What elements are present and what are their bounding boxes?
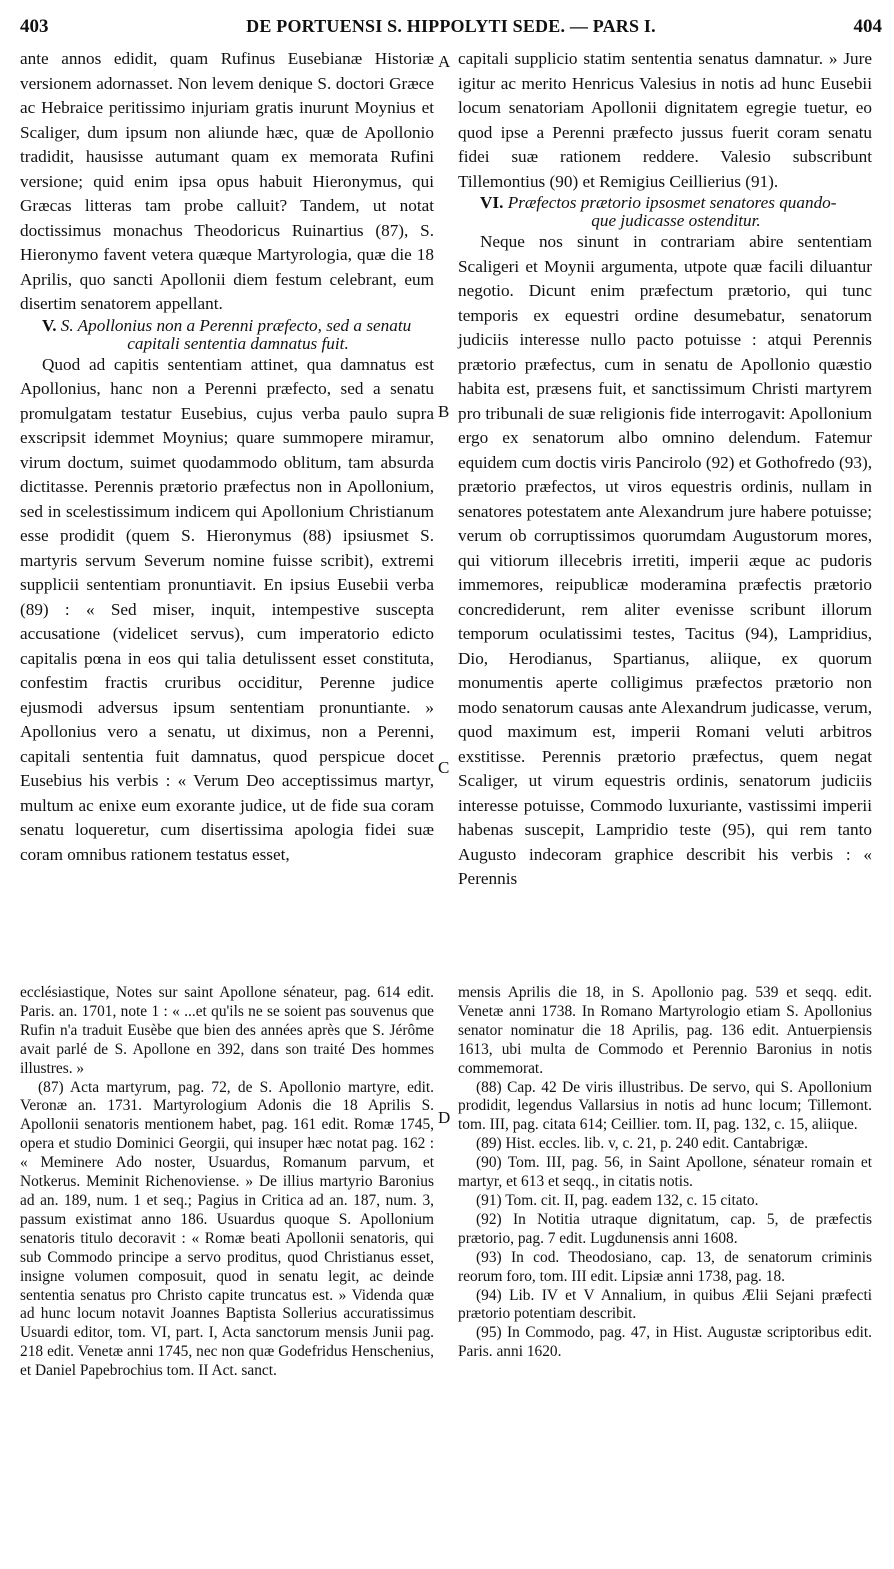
footnote-90: (90) Tom. III, pag. 56, in Saint Apollone, sénateur romain et martyr, et 613 et seqq., in citatis notis. [458,1154,872,1191]
paragraph: Quod ad capitis sententiam attinet, qua damnatus est Apollonius, hanc non a Perenni præfecto, sed a senatu promulgatam testatur Eusebius, cujus verba paulo supra exscripsit idemmet Moynius; quare summopere miramur, virum doctum, suimet quodammodo oblitum, tam absurda dictitasse. Perennis prætorio præfectus non in Apollonium, sed in scelestissimum indicem qui Apollonium Christianum esse prodidit (quem S. Hieronymus (88) ipsiusmet S. martyris servum Severum nomine fuisse scribit), extremi supplicii sententiam pronuntiavit. En ipsius Eusebii verba (89) : « Sed miser, inquit, intempestive suscepta accusatione (videlicet servus), cum imperatorio edicto capitalis pœna in eos qui talia detulissent esset constituta, confestim fractis cruribus occiditur, Perenne judice ejusmodi adversus ipsum sententiam pronuntiante. » Apollonius vero a senatu, ut diximus, non a Perenni, capitali sententia fuit damnatus, quod perspicue docet Eusebius his verbis : « Verum Deo acceptissimus martyr, multum ac enixe eum exorante judice, ut de fide sua coram senatu loqueretur, cum disertissima apologia fidei suæ coram omnibus rationem testatus esset, [20,354,434,864]
margin-marker-c: C [438,758,450,777]
margin-marker-d: D [438,1108,451,1127]
section-heading-v [20,317,434,353]
footnote-continuation: ecclésiastique, Notes sur saint Apollone sénateur, pag. 614 edit. Paris. an. 1701, note 1 : « ...et qu'ils ne se soient pas souvenus que Rufin n'a traduit Eusèbe que bien des années après que S. Jérôme avait parlé de S. Apollone en 392, dans son traité Des hommes illustres. » [20,984,434,1077]
paragraph: capitali supplicio statim sententia senatus damnatur. » Jure igitur ac merito Henricus Valesius in notis ad hunc Eusebii locum senatoriam Apollonii dignitatem egregie tuetur, eo quod ipse a Perenni præfecto jussus fuerit coram senatu fidei suæ rationem reddere. Valesio subscribunt Tillemontius (90) et Remigius Ceillierius (91). [458,49,872,191]
paragraph: ante annos edidit, quam Rufinus Eusebianæ Historiæ versionem adornasset. Non levem denique S. doctori Græce ac Hebraice peritissimo injuriam gratis inurunt Moynius et Scaliger, dum ipsum non aliunde hæc, quæ de Apollonio tradidit, hausisse autumant quam ex memorata Rufini versione; quid enim ipsa opus habuit Hieronymus, qui Græcas litteras tam probe calluit? Tandem, ut notat doctissimus monachus Theodoricus Ruinartius (87), S. Hieronymo favent vetera quæque Martyrologia, quæ die 18 Aprilis, quo sancti Apollonii diem festum celebrant, eum disertim senatorem appellant. [20,49,434,313]
section-title-line-2: que judicasse ostenditur. [591,211,761,230]
paragraph: Neque nos sinunt in contrariam abire sententiam Scaligeri et Moynii argumenta, utpote quæ facili diluantur negotio. Dicunt enim præfectum prætorio, qui tunc temporis ex equestri ordine desumebatur, senatorum judiciis interesse nullo pacto potuisse : atqui Perennis prætorio præfectus, cum in senatu de Apollonio quæstio habita est, præsens fuit, et sanctissimum Christi martyrem pro tribunali de suæ religionis fide interrogavit: Apollonium ergo ex senatorum albo omnino delendum. Fatemur equidem cum doctis viris Pancirolo (92) et Gothofredo (93), prætorio præfectos, ut viros equestris ordinis, nullam in senatores potestatem ante Alexandrum jure habere potuisse; verum ob corruptissimos quorumdam Augustorum mores, qui vitiorum illecebris irretiti, imperii æque ac pudoris immemores, reipublicæ moderamina præfectis prætorio concrediderunt, rem aliter evenisse scribunt illorum temporum oculatissimi testes, Tacitus (94), Lampridius, Dio, Herodianus, Spartianus, aliique, ex quorum monumentis aperte colligimus præfectos prætorio non modo senatorum causas ante Alexandrum judicasse, verum, quod maximum est, imperii Romani veluti arbitros exstitisse. Perennis prætorio præfectus, quem negat Scaliger, ut virum equestris ordinis, senatorum judiciis interesse potuisse, Commodo luxuriante, vastissimi imperii habenas suscepit, Lampridio teste (95), qui rem tanto Augusto indecoram graphice describit his verbis : « Perennis [458,232,872,888]
running-title: DE PORTUENSI S. HIPPOLYTI SEDE. — PARS I. [246,16,656,36]
right-column-footnotes [458,984,872,1362]
footnote-94: (94) Lib. IV et V Annalium, in quibus Ælii Sejani præfecti prætorio potentiam describit. [458,1286,872,1323]
section-number: V. [42,315,57,335]
footnote-88: (88) Cap. 42 De viris illustribus. De servo, qui S. Apollonium prodidit, legendus Vallarsius in notis ad hunc locum; Tillemont. tom. III, pag. citata 614; Ceillier. tom. II, pag. 132, c. 15, aliique. [458,1078,872,1134]
footnote-91: (91) Tom. cit. II, pag. eadem 132, c. 15 citato. [476,1191,759,1209]
page-number-left: 403 [20,16,49,37]
section-heading-vi [458,194,872,230]
page-number-right: 404 [853,16,882,37]
footnote-93: (93) In cod. Theodosiano, cap. 13, de senatorum criminis reorum foro, tom. III edit. Lipsiæ anni 1738, pag. 18. [458,1248,872,1285]
page-header [20,6,882,42]
margin-marker-b: B [438,402,450,421]
footnote-continuation: mensis Aprilis die 18, in S. Apollonio pag. 539 et seqq. edit. Venetæ anni 1738. In Romano Martyrologio etiam S. Apollonius senator nominatur die 18 Aprilis, pag. 136 edit. Antuerpiensis 1613, ubi multa de Commodo et Perennio Baronius in notis commemorat. [458,984,872,1077]
footnote-87: (87) Acta martyrum, pag. 72, de S. Apollonio martyre, edit. Veronæ an. 1731. Martyrologium Adonis die 18 Aprilis S. Apollonii senatoris mentionem habet, pag. 161 edit. Romæ 1745, opera et studio Dominici Georgii, qui insuper hæc notat pag. 162 : « Meminere Ado noster, Usuardus, Romanum parvum, et Notkerus. Meminit Richenoviense. » De illius martyrio Baronius ad an. 189, num. 1 et seq.; Pagius in Critica ad an. 187, num. 3, passum existimat anno 186. Usuardus quoque S. Apollonium senatoris titulo decoravit : « Romæ beati Apollonii senatoris, qui sub Commodo principe a servo proditus, quod Christianus esset, insigne volumen composuit, quod in senatu legit, ac deinde sententia senatus pro Christo capite truncatus est. » Videnda quæ ad hunc locum notavit Joannes Baptista Sollerius accuratissimus Usuardi editor, tom. VI, part. I, Acta sanctorum mensis Junii pag. 218 edit. Venetæ anni 1745, nec non quæ Godefridus Henschenius, et Daniel Papebrochius tom. II Act. sanct. [20,1078,434,1380]
section-title-line-2: capitali sententia damnatus fuit. [127,333,349,353]
footnote-92: (92) In Notitia utraque dignitatum, cap. 5, de præfectis prætorio, pag. 7 edit. Lugdunensis anni 1608. [458,1210,872,1247]
section-title-line-1: S. Apollonius non a Perenni præfecto, sed a senatu [60,315,412,335]
left-column-body [20,47,434,867]
right-column-body [458,47,872,892]
margin-marker-a: A [438,52,451,71]
section-title-line-1: Præfectos prætorio ipsosmet senatores quando- [507,193,837,212]
section-number: VI. [480,193,504,212]
footnote-95: (95) In Commodo, pag. 47, in Hist. Augustæ scriptoribus edit. Paris. anni 1620. [458,1324,872,1361]
footnote-89: (89) Hist. eccles. lib. v, c. 21, p. 240 edit. Cantabrigæ. [476,1135,808,1153]
left-column-footnotes [20,984,434,1381]
